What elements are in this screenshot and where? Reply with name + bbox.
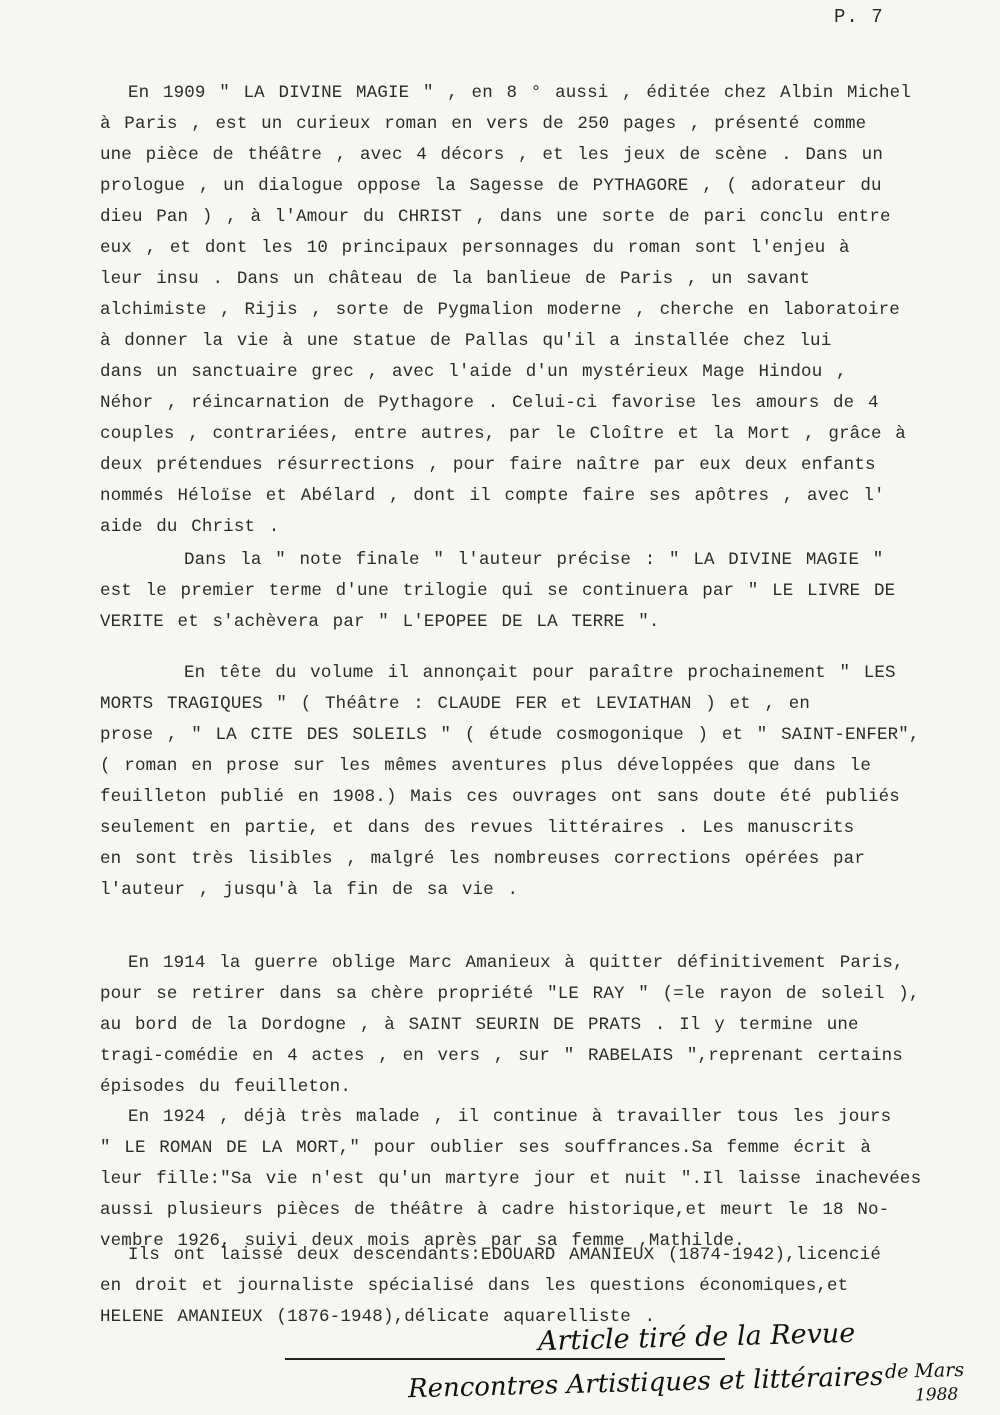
- text-line: En 1914 la guerre oblige Marc Amanieux à quitter définitivement Paris,: [128, 953, 904, 973]
- text-line: En tête du volume il annonçait pour paraître prochainement " LES: [184, 663, 896, 683]
- paragraph-note-finale: [100, 545, 1000, 638]
- text-line: En 1909 " LA DIVINE MAGIE " , en 8 ° aussi , éditée chez Albin Michel: [128, 83, 911, 103]
- text-line: vembre 1926, suivi deux mois après par sa femme ,Mathilde.: [100, 1231, 745, 1251]
- paragraph-1914: [100, 948, 1000, 1103]
- text-line: une pièce de théâtre , avec 4 décors , et les jeux de scène . Dans un: [100, 145, 883, 165]
- text-line: nommés Héloïse et Abélard , dont il compte faire ses apôtres , avec l': [100, 486, 885, 506]
- text-line: épisodes du feuilleton.: [100, 1077, 351, 1097]
- text-line: couples , contrariées, entre autres, par le Cloître et la Mort , grâce à: [100, 424, 906, 444]
- text-line: seulement en partie, et dans des revues littéraires . Les manuscrits: [100, 818, 855, 838]
- text-line: à donner la vie à une statue de Pallas qu'il a installée chez lui: [100, 331, 832, 351]
- text-line: deux prétendues résurrections , pour faire naître par eux deux enfants: [100, 455, 876, 475]
- handwritten-note-line4: 1988: [914, 1384, 959, 1406]
- text-line: en sont très lisibles , malgré les nombreuses corrections opérées par: [100, 849, 865, 869]
- paragraph-descendants: [100, 1240, 1000, 1333]
- handwritten-note-line1: Article tiré de la Revue: [537, 1317, 856, 1358]
- text-line: aide du Christ .: [100, 517, 280, 537]
- text-line: au bord de la Dordogne , à SAINT SEURIN DE PRATS . Il y termine une: [100, 1015, 859, 1035]
- text-line: pour se retirer dans sa chère propriété "LE RAY " (=le rayon de soleil ),: [100, 984, 920, 1004]
- text-line: " LE ROMAN DE LA MORT," pour oublier ses souffrances.Sa femme écrit à: [100, 1138, 871, 1158]
- text-line: Dans la " note finale " l'auteur précise : " LA DIVINE MAGIE ": [184, 550, 884, 570]
- text-line: VERITE et s'achèvera par " L'EPOPEE DE LA TERRE ".: [100, 612, 660, 632]
- text-line: prologue , un dialogue oppose la Sagesse de PYTHAGORE , ( adorateur du: [100, 176, 882, 196]
- text-line: ( roman en prose sur les mêmes aventures plus développées que dans le: [100, 756, 871, 776]
- handwritten-note-line3: de Mars: [884, 1358, 965, 1384]
- handwritten-underline: [285, 1358, 725, 1360]
- text-line: est le premier terme d'une trilogie qui se continuera par " LE LIVRE DE: [100, 581, 896, 601]
- text-line: à Paris , est un curieux roman en vers de 250 pages , présenté comme: [100, 114, 867, 134]
- text-line: Néhor , réincarnation de Pythagore . Celui-ci favorise les amours de 4: [100, 393, 879, 413]
- text-line: leur insu . Dans un château de la banlieue de Paris , un savant: [100, 269, 811, 289]
- page-number: P. 7: [834, 6, 884, 28]
- text-line: aussi plusieurs pièces de théâtre à cadre historique,et meurt le 18 No-: [100, 1200, 890, 1220]
- text-line: en droit et journaliste spécialisé dans les questions économiques,et: [100, 1276, 849, 1296]
- text-line: HELENE AMANIEUX (1876-1948),délicate aquarelliste .: [100, 1307, 656, 1327]
- text-line: leur fille:"Sa vie n'est qu'un martyre jour et nuit ".Il laisse inachevées: [100, 1169, 922, 1189]
- text-line: tragi-comédie en 4 actes , en vers , sur " RABELAIS ",reprenant certains: [100, 1046, 903, 1066]
- text-line: dieu Pan ) , à l'Amour du CHRIST , dans une sorte de pari conclu entre: [100, 207, 891, 227]
- text-line: feuilleton publié en 1908.) Mais ces ouvrages ont sans doute été publiés: [100, 787, 900, 807]
- paragraph-en-tete: [100, 658, 1000, 906]
- text-line: Ils ont laissé deux descendants:EDOUARD AMANIEUX (1874-1942),licencié: [128, 1245, 881, 1265]
- text-line: dans un sanctuaire grec , avec l'aide d'un mystérieux Mage Hindou ,: [100, 362, 847, 382]
- text-line: prose , " LA CITE DES SOLEILS " ( étude cosmogonique ) et " SAINT-ENFER",: [100, 725, 920, 745]
- paragraph-divine-magie: [100, 78, 1000, 543]
- text-line: En 1924 , déjà très malade , il continue à travailler tous les jours: [128, 1107, 892, 1127]
- text-line: MORTS TRAGIQUES " ( Théâtre : CLAUDE FER et LEVIATHAN ) et , en: [100, 694, 811, 714]
- text-line: l'auteur , jusqu'à la fin de sa vie .: [100, 880, 519, 900]
- handwritten-note-line2: Rencontres Artistiques et littéraires: [407, 1361, 884, 1405]
- text-line: eux , et dont les 10 principaux personnages du roman sont l'enjeu à: [100, 238, 850, 258]
- text-line: alchimiste , Rijis , sorte de Pygmalion moderne , cherche en laboratoire: [100, 300, 900, 320]
- paragraph-1924: [100, 1102, 1000, 1257]
